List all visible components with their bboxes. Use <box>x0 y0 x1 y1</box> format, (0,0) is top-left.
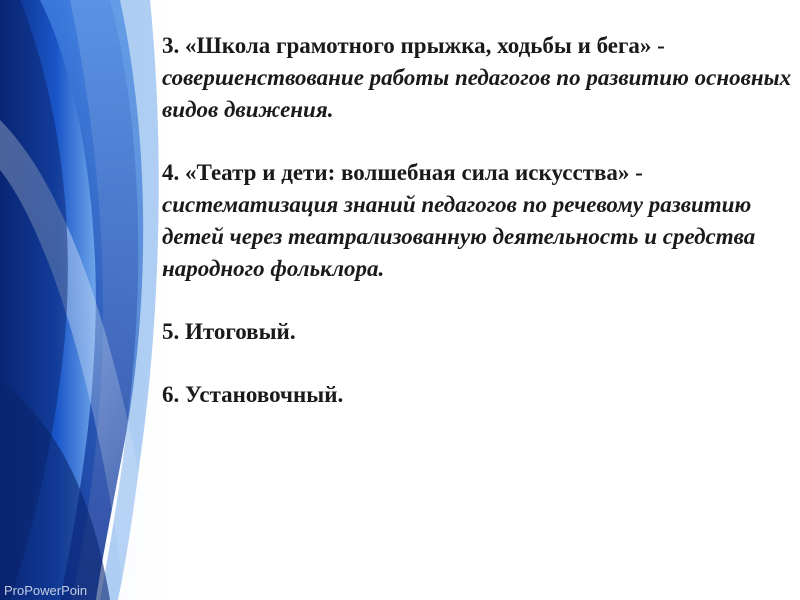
item-title: 3. «Школа грамотного прыжка, ходьбы и бега» - <box>162 33 665 58</box>
list-item <box>162 30 792 126</box>
item-description: систематизация знаний педагогов по речевому развитию детей через театрализованную деятельность и средства народного фольклора. <box>162 192 756 281</box>
item-description: совершенствование работы педагогов по развитию основных видов движения. <box>162 65 792 122</box>
watermark: ProPowerPoin <box>4 583 88 598</box>
slide-body <box>162 30 792 411</box>
item-title: 4. «Театр и дети: волшебная сила искусства» - <box>162 160 643 185</box>
list-item <box>162 316 792 348</box>
list-item <box>162 157 792 285</box>
item-title: 6. Установочный. <box>162 382 344 407</box>
item-title: 5. Итоговый. <box>162 319 296 344</box>
list-item <box>162 379 792 411</box>
